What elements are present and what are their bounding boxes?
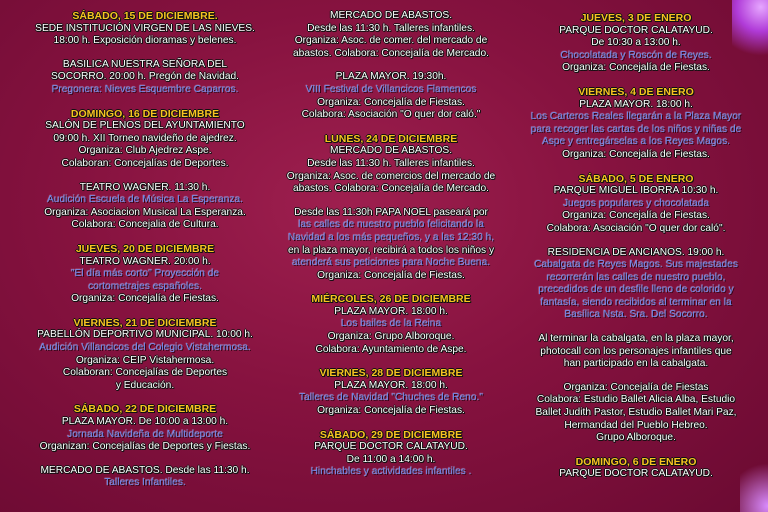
event-detail-text: PLAZA MAYOR. 18:00 h. <box>579 98 693 110</box>
event-activity-text: fantasía, siendo recibidos al terminar en la <box>540 296 732 308</box>
event-activity-text: "El día más corto" Proyección de <box>70 268 220 280</box>
event-date-heading: SÁBADO, 15 DE DICIEMBRE. <box>72 10 218 22</box>
event-activity-text: Juegos populares y chocolatada <box>562 197 710 209</box>
event-detail-text: PARQUE MIGUEL IBORRA 10:30 h. <box>553 185 719 197</box>
event-detail-text: abastos. Colabora: Concejalía de Mercado. <box>293 183 489 195</box>
event-block <box>14 182 276 232</box>
event-block <box>268 133 514 196</box>
event-detail-text: han participado en la cabalgata. <box>563 358 709 370</box>
event-detail-text: Hermandad del Pueblo Hebreo. <box>564 419 708 431</box>
event-block <box>268 71 514 121</box>
event-detail-text: Organiza: Concejalía de Fiestas. <box>562 210 710 222</box>
event-detail-text: 18:00 h. Exposición dioramas y belenes. <box>53 35 237 47</box>
event-detail-text: y Educación. <box>115 379 175 391</box>
event-block <box>14 108 276 171</box>
event-activity-text: Hinchables y actividades infantiles . <box>310 466 472 478</box>
event-detail-text: Desde las 11:30 h. Talleres infantiles. <box>307 22 475 34</box>
event-detail-text: Organizan: Concejalías de Deportes y Fiestas. <box>39 441 251 453</box>
event-detail-text: PABELLÓN DEPORTIVO MUNICIPAL. 10:00 h. <box>37 329 253 341</box>
event-activity-text: Audición Escuela de Música La Esperanza. <box>47 194 243 206</box>
event-activity-text: Jornada Navideña de Multideporte <box>67 428 223 440</box>
event-date-heading: MIÉRCOLES, 26 DE DICIEMBRE <box>311 293 471 306</box>
event-block <box>268 429 514 479</box>
column-december-2 <box>268 10 514 490</box>
event-detail-text: Organiza: Concejalía de Fiestas. <box>562 148 710 160</box>
event-block <box>14 10 276 48</box>
event-detail-text: en la plaza mayor, recibirá a todos los niños y <box>287 244 495 256</box>
event-detail-text: SEDE INSTITUCIÓN VIRGEN DE LAS NIEVES. <box>35 22 255 34</box>
event-detail-text: Organiza: Concejalía de Fiestas. <box>562 62 710 74</box>
column-january <box>506 12 766 492</box>
event-block <box>506 382 766 445</box>
event-detail-text: RESIDENCIA DE ANCIANOS. 19:00 h. <box>547 246 725 258</box>
event-activity-text: cortometrajes españoles. <box>88 280 202 292</box>
event-detail-text: PLAZA MAYOR. De 10:00 a 13:00 h. <box>61 416 229 428</box>
event-detail-text: Desde las 11:30h PAPA NOEL paseará por <box>294 206 488 218</box>
event-detail-text: PARQUE DOCTOR CALATAYUD. <box>314 441 468 453</box>
event-date-heading: VIERNES, 21 DE DICIEMBRE <box>73 316 217 329</box>
event-activity-text: atenderá sus peticiones para Noche Buena. <box>291 257 491 269</box>
event-block <box>506 247 766 323</box>
event-detail-text: Grupo Alboroque. <box>596 432 676 444</box>
event-detail-text: Colabora: Asociación "O quer dor caló." <box>301 109 481 121</box>
event-detail-text: Organiza: CEIP Vistahermosa. <box>75 354 215 366</box>
event-activity-text: para recoger las cartas de los niños y niñas de <box>530 123 742 135</box>
event-date-heading: SÁBADO, 22 DE DICIEMBRE <box>73 403 217 416</box>
event-block <box>14 465 276 490</box>
event-block <box>14 59 276 97</box>
event-block <box>506 456 766 481</box>
event-detail-text: photocall con los personajes infantiles que <box>540 345 732 357</box>
event-detail-text: Ballet Judith Pastor, Estudio Ballet Mari Paz, <box>535 407 737 419</box>
event-activity-text: Chocolatada y Roscón de Reyes. <box>560 49 712 61</box>
event-detail-text: Colabora: Concejalia de Cultura. <box>71 219 219 231</box>
event-date-heading: JUEVES, 20 DE DICIEMBRE <box>75 242 215 255</box>
event-detail-text: Organiza: Club Ajedrez Aspe. <box>78 145 212 157</box>
event-activity-text: precedidos de un desfile lleno de colorido y <box>538 284 734 296</box>
event-detail-text: TEATRO WAGNER. 11:30 h. <box>79 181 211 193</box>
event-date-heading: DOMINGO, 6 DE ENERO <box>575 455 697 468</box>
event-detail-text: SALÓN DE PLENOS DEL AYUNTAMIENTO <box>45 120 245 132</box>
event-detail-text: SOCORRO. 20:00 h. Pregón de Navidad. <box>50 71 239 83</box>
event-detail-text: abastos. Colabora: Concejalía de Mercado. <box>293 47 489 59</box>
event-detail-text: MERCADO DE ABASTOS. Desde las 11:30 h. <box>40 464 250 476</box>
event-block <box>506 173 766 236</box>
event-detail-text: Desde las 11:30 h. Talleres infantiles. <box>307 157 475 169</box>
event-detail-text: Organiza: Concejalía de Fiestas <box>563 381 709 393</box>
event-detail-text: BASILICA NUESTRA SEÑORA DEL <box>62 58 228 70</box>
event-detail-text: Colaboran: Concejalías de Deportes. <box>61 157 229 169</box>
event-activity-text: Los Carteros Reales llegarán a la Plaza Mayor <box>530 111 742 123</box>
event-detail-text: PARQUE DOCTOR CALATAYUD. <box>559 24 713 36</box>
event-date-heading: VIERNES, 4 DE ENERO <box>578 85 694 98</box>
event-block <box>14 243 276 306</box>
event-detail-text: TEATRO WAGNER. 20:00 h. <box>79 255 211 267</box>
event-activity-text: recorrerán las calles de nuestro pueblo, <box>546 271 726 283</box>
event-activity-text: Talleres de Navidad "Chuches de Reno." <box>299 392 483 404</box>
event-detail-text: 09:00 h. XII Torneo navideño de ajedrez. <box>53 132 237 144</box>
event-activity-text: Aspe y entregárselas a los Reyes Magos. <box>542 136 730 148</box>
event-detail-text: De 10:30 a 13:00 h. <box>591 37 681 49</box>
event-detail-text: Organiza: Asoc. de comercios del mercado de <box>286 170 496 182</box>
event-block <box>506 86 766 162</box>
event-block <box>506 333 766 371</box>
event-block <box>506 12 766 75</box>
event-block <box>268 293 514 356</box>
event-activity-text: Audición Villancicos del Colegio Vistahermosa. <box>39 342 251 354</box>
event-activity-text: Pregonera: Nieves Esquembre Caparros. <box>51 83 239 95</box>
event-activity-text: Cabalgata de Reyes Magos. Sus majestades <box>534 259 738 271</box>
event-block <box>14 403 276 453</box>
event-detail-text: Organiza: Concejalía de Fiestas. <box>317 96 465 108</box>
event-detail-text: Organiza: Grupo Alboroque. <box>327 331 455 343</box>
event-block <box>268 207 514 283</box>
event-activity-text: Los bailes de la Reina <box>340 318 442 330</box>
event-date-heading: VIERNES, 28 DE DICIEMBRE <box>319 367 463 380</box>
event-detail-text: Colabora: Ayuntamiento de Aspe. <box>315 343 467 355</box>
event-detail-text: De 11:00 a 14:00 h. <box>346 453 436 465</box>
event-detail-text: Colabora: Asociación "O quer dor caló". <box>546 222 726 234</box>
event-date-heading: SÁBADO, 5 DE ENERO <box>578 172 694 185</box>
event-block <box>268 367 514 417</box>
event-detail-text: Organiza: Asoc. de comer. del mercado de <box>294 35 488 47</box>
event-date-heading: SÁBADO, 29 DE DICIEMBRE <box>319 428 463 441</box>
event-date-heading: LUNES, 24 DE DICIEMBRE <box>324 132 458 145</box>
event-activity-text: las calles de nuestro pueblo felicitando la <box>298 219 484 231</box>
event-activity-text: VIII Festival de Villancicos Flamencos <box>305 83 477 95</box>
event-activity-text: Talleres Infantiles. <box>104 477 186 489</box>
event-detail-text: Al terminar la cabalgata, en la plaza mayor, <box>538 333 734 345</box>
event-block <box>268 10 514 60</box>
event-date-heading: DOMINGO, 16 DE DICIEMBRE <box>70 107 220 120</box>
event-detail-text: MERCADO DE ABASTOS. <box>329 10 453 21</box>
event-date-heading: JUEVES, 3 DE ENERO <box>580 12 692 24</box>
event-detail-text: PLAZA MAYOR. 18:00 h. <box>334 379 448 391</box>
event-activity-text: Basílica Nsta. Sra. Del Socorro. <box>564 309 708 321</box>
event-detail-text: MERCADO DE ABASTOS. <box>329 145 453 157</box>
event-block <box>14 317 276 393</box>
event-detail-text: Organiza: Asociacion Musical La Esperanza. <box>44 206 246 218</box>
event-detail-text: Colabora: Estudio Ballet Alicia Alba, Estudio <box>536 394 736 406</box>
event-detail-text: PARQUE DOCTOR CALATAYUD. <box>559 468 713 480</box>
event-detail-text: Organiza: Concejalía de Fiestas. <box>317 269 465 281</box>
event-detail-text: Colaboran: Concejalías de Deportes <box>62 367 228 379</box>
event-detail-text: PLAZA MAYOR. 18:00 h. <box>334 305 448 317</box>
event-activity-text: Navidad a los más pequeños, y a las 12:30 h, <box>287 231 495 243</box>
event-detail-text: PLAZA MAYOR. 19:30h. <box>335 71 447 83</box>
event-detail-text: Organiza: Concejalía de Fiestas. <box>71 293 219 305</box>
column-december-1 <box>14 10 276 501</box>
event-detail-text: Organiza: Concejalía de Fiestas. <box>317 405 465 417</box>
